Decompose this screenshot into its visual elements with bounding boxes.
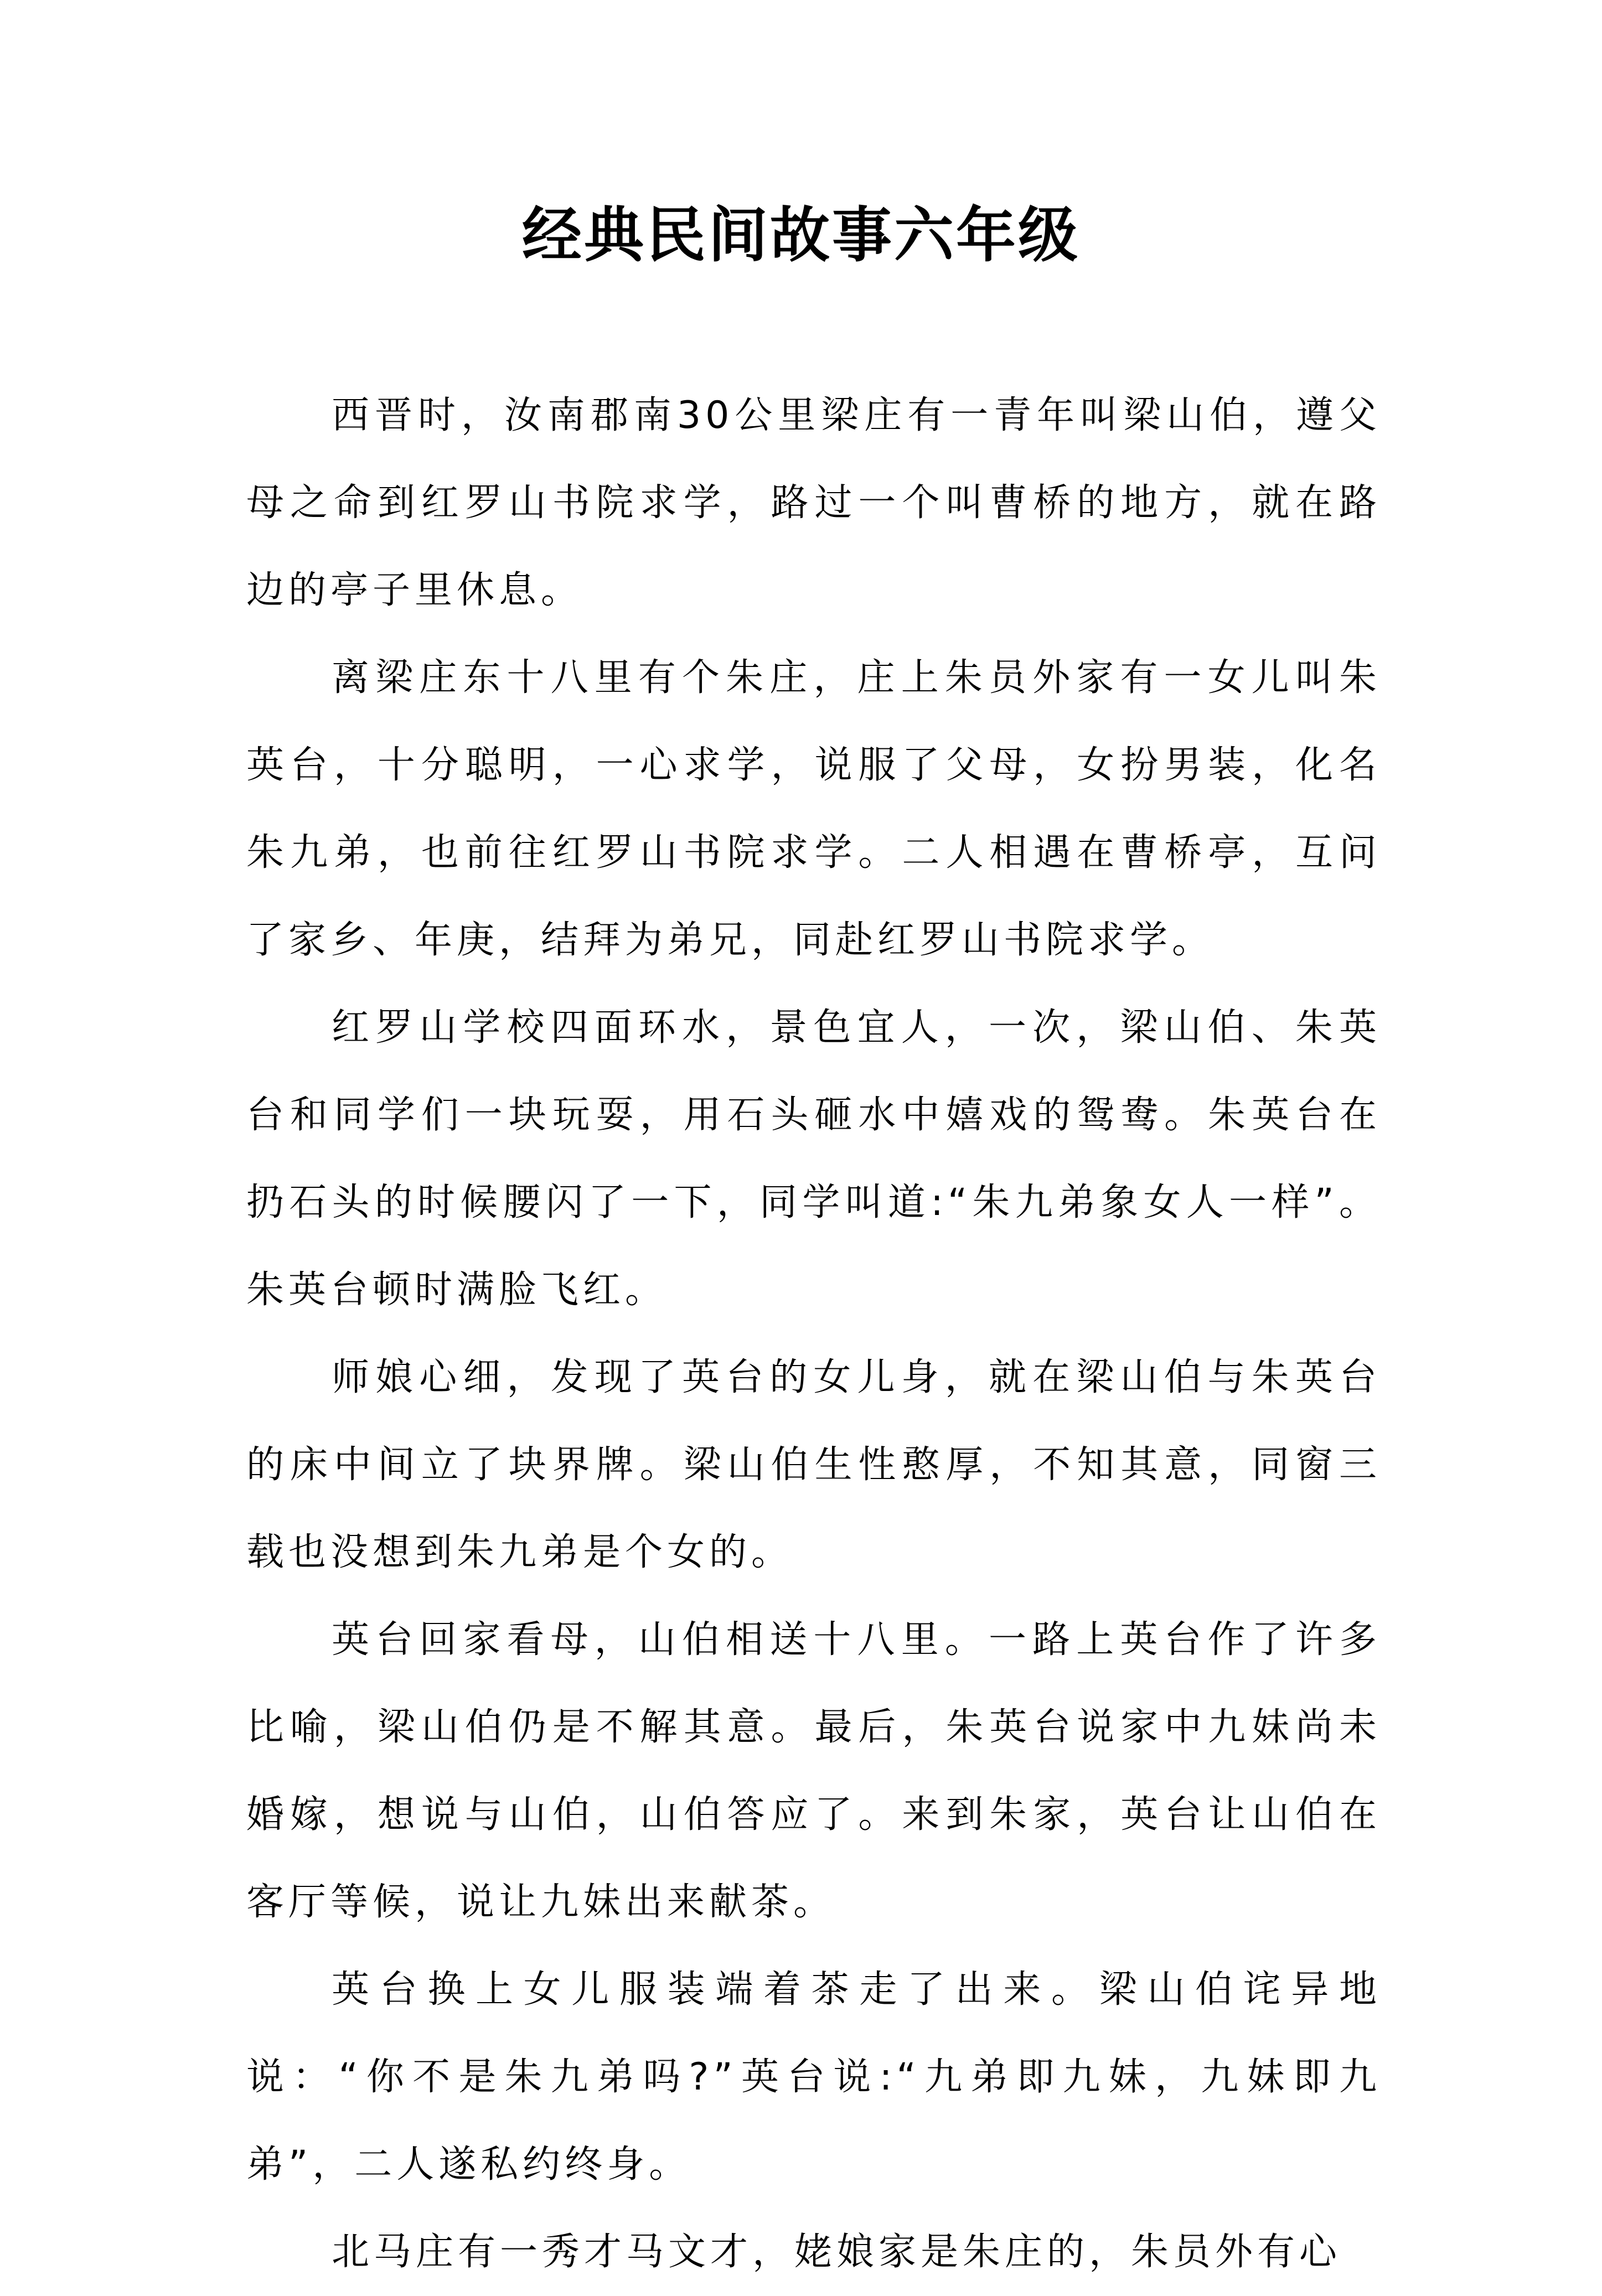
paragraph: 西晋时，汝南郡南30公里梁庄有一青年叫梁山伯，遵父母之命到红罗山书院求学，路过一个叫曹桥的地方，就在路边的亭子里休息。 — [246, 394, 1381, 612]
paragraph: 英台换上女儿服装端着茶走了出来。梁山伯诧异地说：“你不是朱九弟吗?”英台说:“九弟即九妹，九妹即九弟”，二人遂私约终身。 — [246, 1968, 1381, 2186]
paragraph: 师娘心细，发现了英台的女儿身，就在梁山伯与朱英台的床中间立了块界牌。梁山伯生性憨厚，不知其意，同窗三载也没想到朱九弟是个女的。 — [246, 1356, 1381, 1574]
document-title: 经典民间故事六年级 — [521, 200, 1080, 270]
document-body — [246, 372, 1381, 2296]
paragraph: 红罗山学校四面环水，景色宜人，一次，梁山伯、朱英台和同学们一块玩耍，用石头砸水中嬉戏的鸳鸯。朱英台在扔石头的时候腰闪了一下，同学叫道:“朱九弟象女人一样”。朱英台顿时满脸飞红。 — [246, 1006, 1381, 1312]
paragraph: 英台回家看母，山伯相送十八里。一路上英台作了许多比喻，梁山伯仍是不解其意。最后，朱英台说家中九妹尚未婚嫁，想说与山伯，山伯答应了。来到朱家，英台让山伯在客厅等候，说让九妹出来献茶。 — [246, 1618, 1381, 1924]
paragraph: 北马庄有一秀才马文才，姥娘家是朱庄的，朱员外有心 — [332, 2230, 1342, 2274]
paragraph: 离梁庄东十八里有个朱庄，庄上朱员外家有一女儿叫朱英台，十分聪明，一心求学，说服了父母，女扮男装，化名朱九弟，也前往红罗山书院求学。二人相遇在曹桥亭，互问了家乡、年庚，结拜为弟兄，同赴红罗山书院求学。 — [246, 656, 1381, 962]
